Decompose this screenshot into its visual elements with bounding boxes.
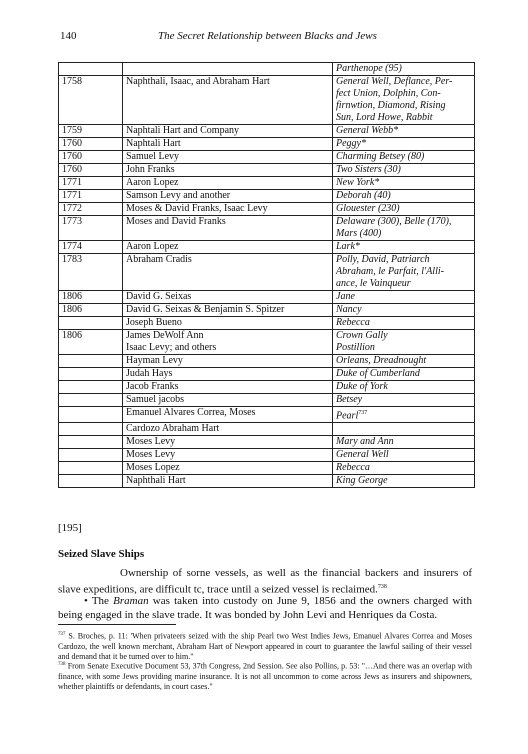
ships-cell bbox=[333, 330, 475, 355]
table-row bbox=[59, 304, 475, 317]
owner-line: Cardozo Abraham Hart bbox=[126, 423, 220, 435]
year-cell: 1806 bbox=[59, 330, 123, 355]
year-cell: 1773 bbox=[59, 216, 123, 241]
year-cell: 1783 bbox=[59, 254, 123, 291]
owners-cell bbox=[123, 151, 333, 164]
owners-cell bbox=[123, 241, 333, 254]
owners-cell bbox=[123, 76, 333, 125]
footnote-ref-738: 738 bbox=[377, 584, 387, 590]
table-row bbox=[59, 125, 475, 138]
ships-cell bbox=[333, 381, 475, 394]
owner-line: Samuel jacobs bbox=[126, 394, 185, 405]
ships-cell bbox=[333, 190, 475, 203]
owner-line: David G. Seixas & Benjamin S. Spitzer bbox=[126, 304, 285, 315]
table-row bbox=[59, 317, 475, 330]
table-row bbox=[59, 151, 475, 164]
ship-line bbox=[336, 368, 471, 380]
year-cell: 1760 bbox=[59, 164, 123, 177]
ship-names: Glouester (230) bbox=[336, 203, 400, 214]
owner-line: Samuel Levy bbox=[126, 151, 180, 162]
owners-cell bbox=[123, 449, 333, 462]
page-number: 140 bbox=[60, 30, 77, 42]
ship-line bbox=[336, 100, 471, 112]
owner-line: Emanuel Alvares Correa, Moses bbox=[126, 407, 256, 418]
ship-names: Rebecca bbox=[336, 317, 370, 328]
owners-cell bbox=[123, 164, 333, 177]
table-row bbox=[59, 241, 475, 254]
table-row bbox=[59, 254, 475, 291]
year-cell: 1772 bbox=[59, 203, 123, 216]
owners-cell bbox=[123, 190, 333, 203]
year-cell: 1771 bbox=[59, 177, 123, 190]
reference-marker: [195] bbox=[58, 522, 82, 534]
owner-line: Judah Hays bbox=[126, 368, 173, 379]
table-row bbox=[59, 177, 475, 190]
ship-line bbox=[336, 76, 471, 88]
ship-names: Mars (400) bbox=[336, 228, 382, 239]
ship-line bbox=[336, 317, 471, 329]
ships-cell bbox=[333, 449, 475, 462]
owner-line: John Franks bbox=[126, 164, 175, 175]
ship-line bbox=[336, 394, 471, 406]
year-cell: 1758 bbox=[59, 76, 123, 125]
ship-line bbox=[336, 203, 471, 215]
paragraph-braman bbox=[58, 594, 472, 622]
owner-line: Abraham Cradis bbox=[126, 254, 192, 265]
ship-line bbox=[336, 436, 471, 448]
ships-cell bbox=[333, 291, 475, 304]
table-row bbox=[59, 216, 475, 241]
ship-names: Postillion bbox=[336, 342, 375, 353]
ships-cell bbox=[333, 394, 475, 407]
ship-names: Peggy* bbox=[336, 138, 366, 149]
ships-cell bbox=[333, 423, 475, 436]
owners-cell bbox=[123, 177, 333, 190]
paragraph-text: Ownership of sorne vessels, as well as the financial backers and insurers of slave expeditions, are difficult tc, trace until a seized vessel is reclaimed. bbox=[58, 567, 472, 596]
footnote-divider bbox=[58, 624, 176, 625]
table-row bbox=[59, 330, 475, 355]
paragraph-ownership bbox=[58, 566, 472, 597]
ship-names: Parthenope (95) bbox=[336, 63, 402, 74]
ship-names: Delaware (300), Belle (170), bbox=[336, 216, 452, 227]
ship-line bbox=[336, 138, 471, 150]
owner-line: Moses & David Franks, Isaac Levy bbox=[126, 203, 268, 214]
owners-cell bbox=[123, 381, 333, 394]
year-cell bbox=[59, 475, 123, 488]
owner-line: Moses Lopez bbox=[126, 462, 180, 474]
owner-line: James DeWolf Ann bbox=[126, 330, 204, 341]
owner-line: Aaron Lopez bbox=[126, 241, 179, 252]
ships-cell bbox=[333, 304, 475, 317]
ships-cell bbox=[333, 407, 475, 423]
ships-cell bbox=[333, 76, 475, 125]
ship-names: Betsey bbox=[336, 394, 363, 405]
table-row bbox=[59, 355, 475, 368]
footnote-text: S. Broches, p. 11: 'When privateers seized with the ship Pearl two West Indies Jews, Emanuel Alvares Correa and Moses Cardozo, the well known merchant, Abraham Hart of Newport appeared in court to guarantee the lawful sailing of their vessel and demand that it be turned over to him." bbox=[58, 631, 472, 661]
owners-cell bbox=[123, 355, 333, 368]
ships-cell bbox=[333, 63, 475, 76]
ship-line bbox=[336, 88, 471, 100]
ship-names: King George bbox=[336, 475, 388, 487]
owner-line: Isaac Levy; and others bbox=[126, 342, 217, 353]
ship-names: New York* bbox=[336, 177, 380, 188]
ship-line bbox=[336, 254, 471, 266]
ships-cell bbox=[333, 475, 475, 488]
table-row bbox=[59, 394, 475, 407]
year-cell bbox=[59, 368, 123, 381]
year-cell bbox=[59, 436, 123, 449]
ship-names: General Well bbox=[336, 449, 389, 461]
ship-names: Rebecca bbox=[336, 462, 370, 474]
year-cell bbox=[59, 63, 123, 76]
ships-cell bbox=[333, 125, 475, 138]
year-cell bbox=[59, 317, 123, 330]
owners-cell bbox=[123, 125, 333, 138]
ship-line bbox=[336, 228, 471, 240]
owners-cell bbox=[123, 475, 333, 488]
ship-names: Duke of Cumberland bbox=[336, 368, 420, 379]
owner-line: Joseph Bueno bbox=[126, 317, 182, 328]
ship-names: Crown Gally bbox=[336, 330, 388, 341]
footnote-number: 737 bbox=[58, 632, 66, 637]
ships-cell bbox=[333, 317, 475, 330]
ships-cell bbox=[333, 138, 475, 151]
table-row bbox=[59, 291, 475, 304]
owners-cell bbox=[123, 63, 333, 76]
table-row bbox=[59, 423, 475, 436]
year-cell bbox=[59, 355, 123, 368]
ship-names: General Well, Deflance, Per- bbox=[336, 76, 453, 87]
owner-line: Hayman Levy bbox=[126, 355, 183, 366]
owner-line: Moses and David Franks bbox=[126, 216, 226, 227]
year-cell: 1760 bbox=[59, 151, 123, 164]
year-cell bbox=[59, 381, 123, 394]
ship-names: Polly, David, Patriarch bbox=[336, 254, 430, 265]
ship-line bbox=[336, 278, 471, 290]
ship-line bbox=[336, 241, 471, 253]
owners-cell bbox=[123, 203, 333, 216]
ship-names: ance, le Vainqueur bbox=[336, 278, 411, 289]
table-row bbox=[59, 76, 475, 125]
ship-names: Two Sisters (30) bbox=[336, 164, 401, 175]
owner-line: Moses Levy bbox=[126, 449, 176, 461]
owner-line: Jacob Franks bbox=[126, 381, 179, 392]
ship-line bbox=[336, 342, 471, 354]
owner-line: Naphthali Hart bbox=[126, 475, 186, 487]
year-cell: 1759 bbox=[59, 125, 123, 138]
ship-names: Sun, Lord Howe, Rabbit bbox=[336, 112, 433, 123]
ship-line bbox=[336, 164, 471, 176]
ship-line bbox=[336, 125, 471, 137]
table-row bbox=[59, 407, 475, 423]
ship-line bbox=[336, 112, 471, 124]
ship-names: Deborah (40) bbox=[336, 190, 391, 201]
table-row bbox=[59, 138, 475, 151]
ship-line bbox=[336, 423, 471, 435]
ship-line bbox=[336, 355, 471, 367]
owner-line: Naphthali, Isaac, and Abraham Hart bbox=[126, 76, 270, 87]
footnote-ref-737: 737 bbox=[358, 410, 368, 416]
owner-line: Naphtali Hart bbox=[126, 138, 181, 149]
table-row bbox=[59, 190, 475, 203]
footnote-text: From Senate Executive Document 53, 37th Congress, 2nd Session. See also Pollins, p. 53: "…And there was an overlap with finance, with some Jews providing marine insurance. It is not all uncommon to come across Jews as insurers and shipowners, whether plaintiffs or defendants, in court cases." bbox=[58, 661, 472, 691]
ship-line bbox=[336, 63, 471, 75]
owners-cell bbox=[123, 423, 333, 436]
owner-line: David G. Seixas bbox=[126, 291, 192, 302]
ships-cell bbox=[333, 203, 475, 216]
table-row bbox=[59, 63, 475, 76]
year-cell: 1771 bbox=[59, 190, 123, 203]
owners-cell bbox=[123, 138, 333, 151]
ship-names: General Webb* bbox=[336, 125, 399, 136]
ship-names: Lark* bbox=[336, 241, 360, 252]
table-row bbox=[59, 449, 475, 462]
ship-names: Pearl bbox=[336, 410, 359, 422]
ships-cell bbox=[333, 254, 475, 291]
ship-line bbox=[336, 475, 471, 487]
owner-line: Aaron Lopez bbox=[126, 177, 179, 188]
ships-cell bbox=[333, 241, 475, 254]
ship-names: firnwtion, Diamond, Rising bbox=[336, 100, 446, 111]
year-cell bbox=[59, 449, 123, 462]
ship-line bbox=[336, 190, 471, 202]
ship-line bbox=[336, 177, 471, 189]
owner-line: Naphtali Hart and Company bbox=[126, 125, 240, 136]
ship-names: fect Union, Dolphin, Con- bbox=[336, 88, 441, 99]
ship-line bbox=[336, 462, 471, 474]
year-cell bbox=[59, 462, 123, 475]
table-row bbox=[59, 381, 475, 394]
running-title: The Secret Relationship between Blacks and Jews bbox=[158, 30, 377, 42]
ships-cell bbox=[333, 151, 475, 164]
ship-names: Charming Betsey (80) bbox=[336, 151, 425, 162]
owners-cell bbox=[123, 291, 333, 304]
ship-line bbox=[336, 266, 471, 278]
table-row bbox=[59, 368, 475, 381]
ship-names: Abraham, le Parfait, l'Alli- bbox=[336, 266, 444, 277]
ships-cell bbox=[333, 355, 475, 368]
owners-cell bbox=[123, 330, 333, 355]
table-row bbox=[59, 164, 475, 177]
year-cell: 1760 bbox=[59, 138, 123, 151]
year-cell bbox=[59, 407, 123, 423]
owners-cell bbox=[123, 462, 333, 475]
owners-cell bbox=[123, 394, 333, 407]
ship-names: Jane bbox=[336, 291, 355, 302]
ships-cell bbox=[333, 164, 475, 177]
bullet-lead: • The bbox=[84, 595, 114, 607]
table-row bbox=[59, 203, 475, 216]
table-row bbox=[59, 475, 475, 488]
ship-line bbox=[336, 151, 471, 163]
year-cell: 1774 bbox=[59, 241, 123, 254]
footnote-738 bbox=[58, 660, 472, 692]
section-title: Seized Slave Ships bbox=[58, 548, 145, 560]
ships-cell bbox=[333, 436, 475, 449]
ship-names: Nancy bbox=[336, 304, 362, 315]
ships-cell bbox=[333, 462, 475, 475]
year-cell: 1806 bbox=[59, 304, 123, 317]
owners-cell bbox=[123, 216, 333, 241]
paragraph-text: was taken into custody on June 9, 1856 and the owners charged with being engaged in the slave trade. It was bonded by John Levi and Henriques da Costa. bbox=[58, 595, 472, 621]
owner-line bbox=[126, 63, 329, 75]
ship-line bbox=[336, 330, 471, 342]
footnote-737 bbox=[58, 630, 472, 662]
year-cell bbox=[59, 423, 123, 436]
owners-cell bbox=[123, 317, 333, 330]
ships-cell bbox=[333, 177, 475, 190]
table-row bbox=[59, 436, 475, 449]
owner-line: Samson Levy and another bbox=[126, 190, 231, 201]
ships-cell bbox=[333, 368, 475, 381]
slave-ship-owners-table bbox=[58, 62, 475, 488]
ship-names: Duke of York bbox=[336, 381, 388, 392]
ship-name-braman: Braman bbox=[113, 595, 149, 607]
owners-cell bbox=[123, 407, 333, 423]
year-cell: 1806 bbox=[59, 291, 123, 304]
table-row bbox=[59, 462, 475, 475]
ship-names: Mary and Ann bbox=[336, 436, 394, 448]
year-cell bbox=[59, 394, 123, 407]
owners-cell bbox=[123, 254, 333, 291]
ship-line bbox=[336, 449, 471, 461]
owners-cell bbox=[123, 368, 333, 381]
ship-line bbox=[336, 304, 471, 316]
owner-line: Moses Levy bbox=[126, 436, 176, 448]
ship-line bbox=[336, 407, 471, 422]
owners-cell bbox=[123, 304, 333, 317]
ship-names: Orleans, Dreadnought bbox=[336, 355, 427, 366]
owners-cell bbox=[123, 436, 333, 449]
ship-line bbox=[336, 216, 471, 228]
footnote-number: 738 bbox=[58, 662, 66, 667]
ships-cell bbox=[333, 216, 475, 241]
ship-line bbox=[336, 291, 471, 303]
ship-line bbox=[336, 381, 471, 393]
